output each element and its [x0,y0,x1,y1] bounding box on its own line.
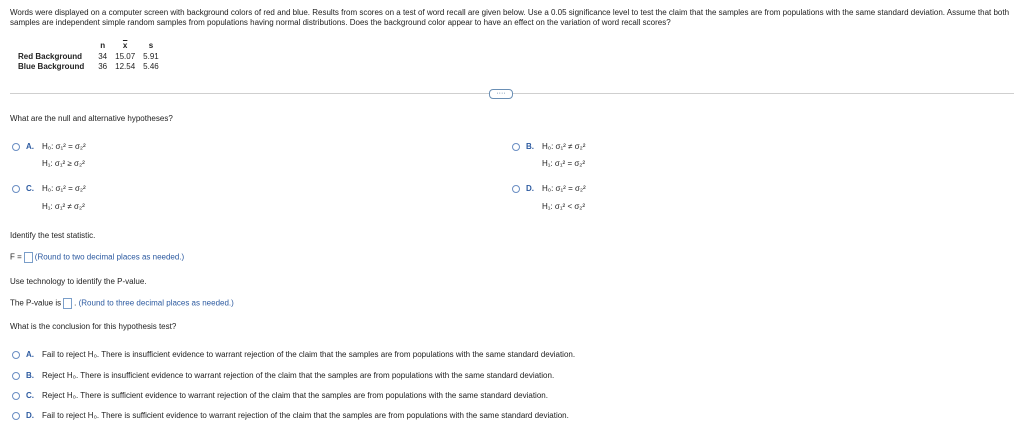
p-value-input[interactable] [63,298,72,309]
q1-option-c-radio[interactable] [12,185,20,193]
q4-option-b-text: Reject H₀. There is insufficient evidence to warrant rejection of the claim that the samples are from populations with the same standard deviation. [42,371,555,380]
row-label: Blue Background [18,61,85,71]
q1-option-c-h0: H₀: σ₁² = σ₂² [42,184,86,193]
q1-option-d-h1: H₁: σ₁² < σ₂² [542,202,586,211]
q4-option-a-radio[interactable] [12,351,20,359]
q2-prefix: F = [10,252,22,262]
header-blank [18,40,94,51]
q4-option-c-letter: C. [26,391,34,400]
header-s: s [148,41,154,50]
problem-statement: Words were displayed on a computer screen with background colors of red and blue. Results from scores on a test of word recall are given below. Use a 0.05 significance level to test the claim that the samples are from populations with the same standard deviation. Assume that both samples are independent simple random samples from populations having normal distributions. Does the background color appear to have an effect on the variation of word recall scores? [10,8,1010,27]
q1-option-c-letter: C. [26,184,34,193]
q2-hint: (Round to two decimal places as needed.) [34,252,185,262]
q1-option-a-h1: H₁: σ₁² ≥ σ₂² [42,159,85,168]
q2-prompt: Identify the test statistic. [10,231,96,240]
cell-x: 15.07 [115,51,136,61]
q1-option-b-h1: H₁: σ₁² = σ₂² [542,159,586,168]
q1-option-b-radio[interactable] [512,143,520,151]
q4-option-c-radio[interactable] [12,392,20,400]
q1-option-d-letter: D. [526,184,534,193]
q3-answer-row [10,298,234,309]
cell-s: 5.46 [143,61,159,71]
cell-n: 34 [98,51,108,61]
q3-prefix: The P-value is [10,298,62,308]
q1-option-a-h0: H₀: σ₁² = σ₂² [42,142,86,151]
q1-option-d-radio[interactable] [512,185,520,193]
q3-hint: (Round to three decimal places as needed.) [78,298,234,308]
q3-prompt: Use technology to identify the P-value. [10,277,147,286]
table-row [18,51,163,61]
q4-option-a-letter: A. [26,350,34,359]
q4-option-d-letter: D. [26,411,34,420]
q4-prompt: What is the conclusion for this hypothesis test? [10,322,177,331]
q2-answer-row [10,252,184,263]
row-label: Red Background [18,51,83,61]
q4-option-d-text: Fail to reject H₀. There is sufficient evidence to warrant rejection of the claim that the samples are from populations with the same standard deviation. [42,411,569,420]
q4-option-a-text: Fail to reject H₀. There is insufficient evidence to warrant rejection of the claim that the samples are from populations with the same standard deviation. [42,350,576,359]
test-statistic-input[interactable] [24,252,33,263]
q1-option-b-h0: H₀: σ₁² ≠ σ₂² [542,142,586,151]
q1-option-c-h1: H₁: σ₁² ≠ σ₂² [42,202,85,211]
q4-option-b-letter: B. [26,371,34,380]
q3-suffix: . [74,298,77,308]
cell-x: 12.54 [115,61,136,71]
cell-s: 5.91 [143,51,159,61]
q1-option-a-letter: A. [26,142,34,151]
cell-n: 36 [98,61,108,71]
header-x: $\overline{x}$ [122,41,128,50]
q4-option-d-radio[interactable] [12,412,20,420]
table-row [18,61,163,71]
more-button[interactable]: ···· [489,89,513,99]
q4-option-c-text: Reject H₀. There is sufficient evidence to warrant rejection of the claim that the samples are from populations with the same standard deviation. [42,391,548,400]
q4-option-b-radio[interactable] [12,372,20,380]
data-table [18,40,163,71]
header-n: n [100,41,106,50]
q1-option-a-radio[interactable] [12,143,20,151]
q1-option-b-letter: B. [526,142,534,151]
q1-option-d-h0: H₀: σ₁² = σ₂² [542,184,586,193]
q1-prompt: What are the null and alternative hypotheses? [10,114,173,123]
